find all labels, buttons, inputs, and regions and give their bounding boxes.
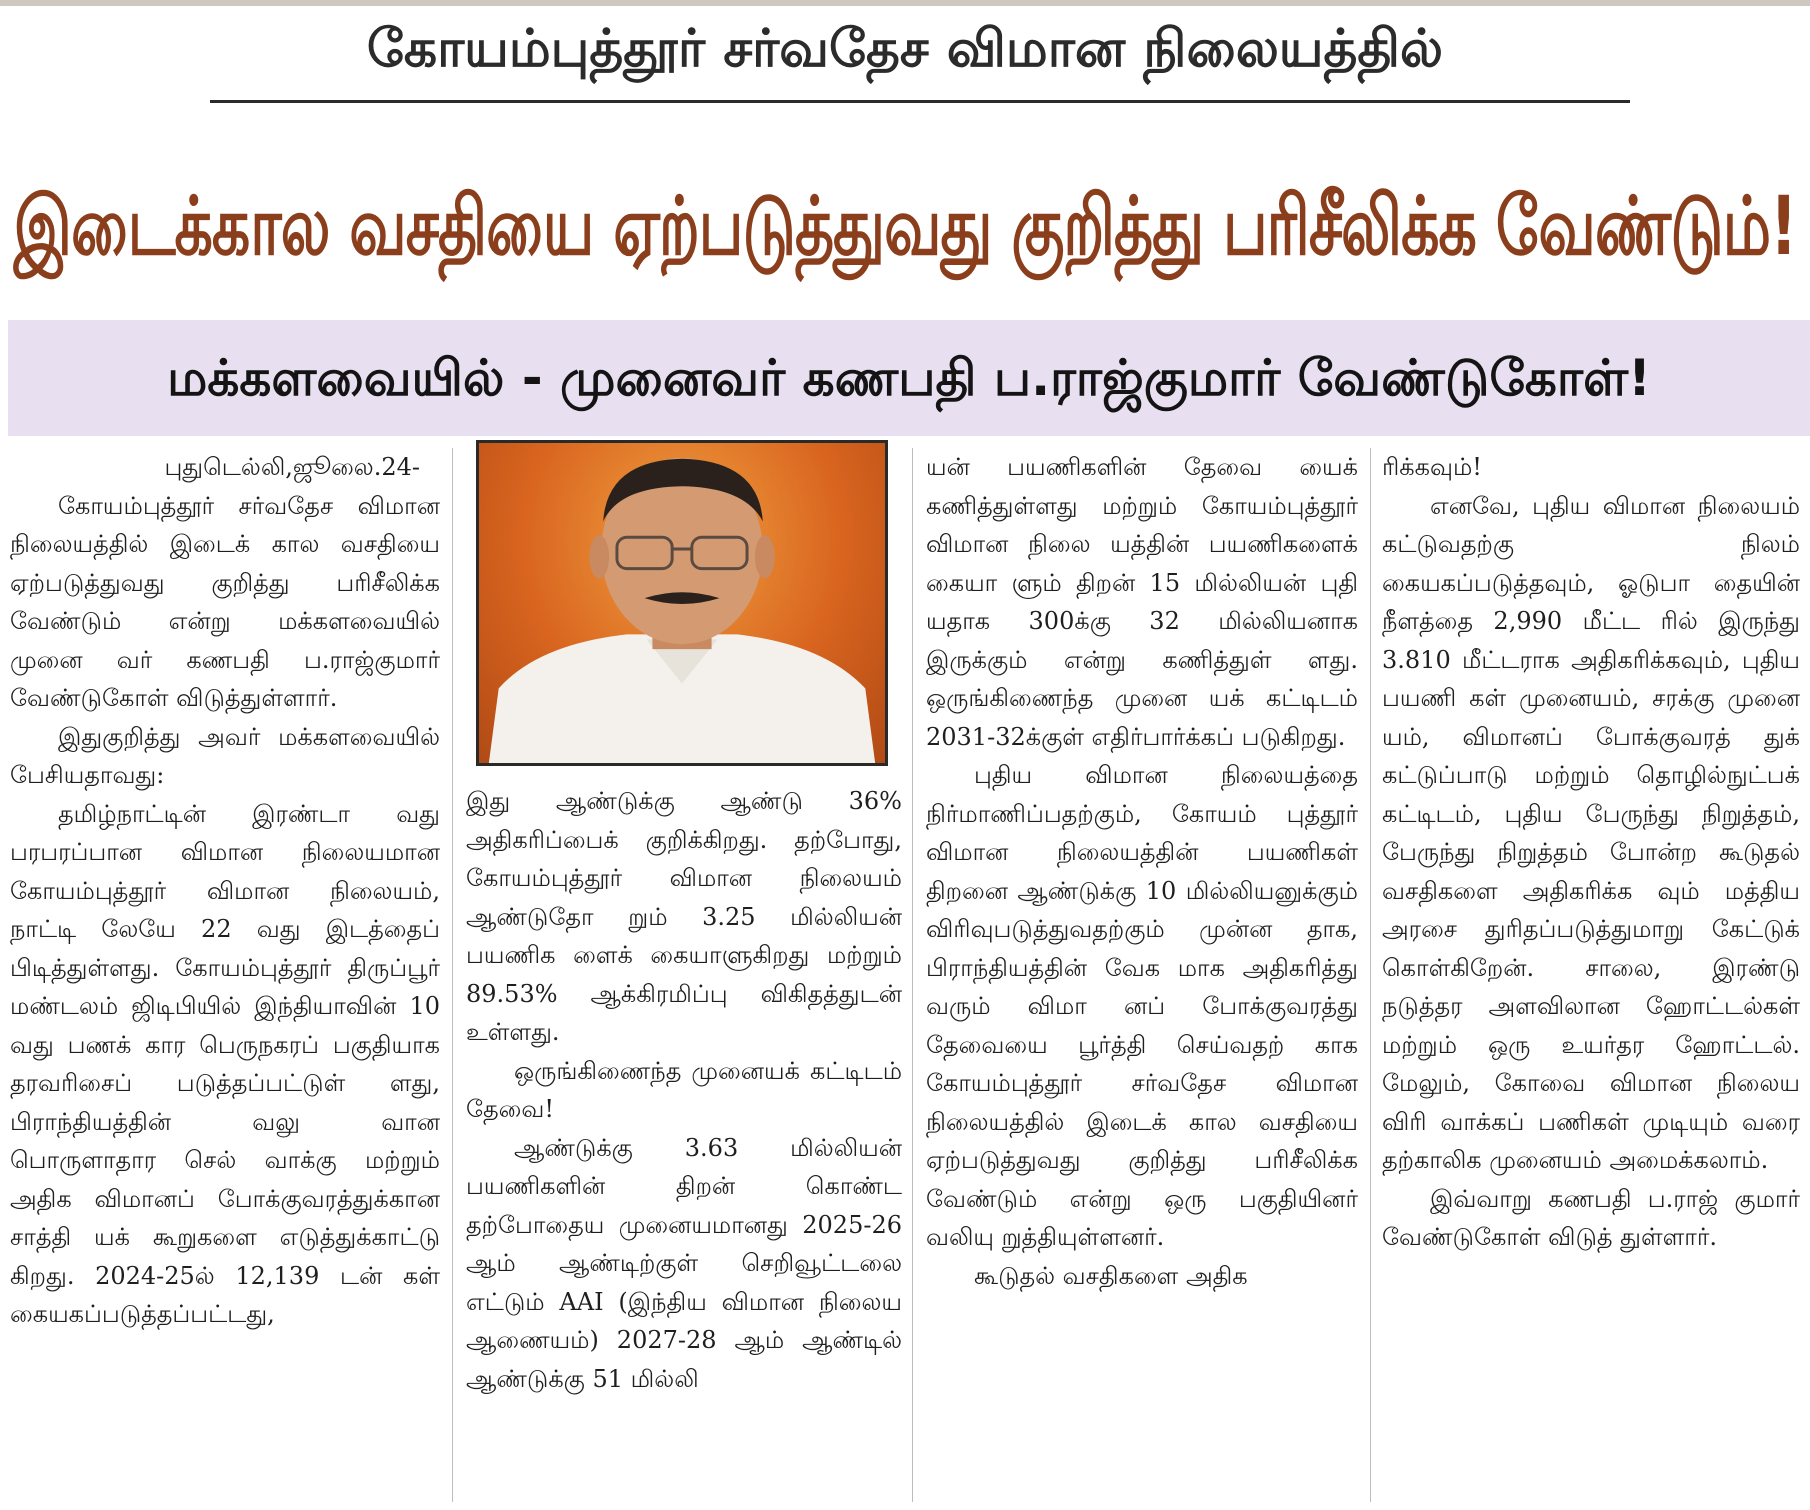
top-border <box>0 0 1810 6</box>
dateline: புதுடெல்லி,ஜூலை.24- <box>164 453 420 481</box>
paragraph: ஆண்டுக்கு 3.63 மில்லியன் பயணிகளின் திறன் கொண்ட தற்போதைய முனையமானது 2025-26 ஆம் ஆண்டிற்குள் செறிவூட்டலை எட்டும் AAI (இந்திய விமான நிலைய ஆணையம்) 2027-28 ஆம் ஆண்டில் ஆண்டுக்கு 51 மில்லி <box>466 1133 902 1393</box>
main-headline: இடைக்கால வசதியை ஏற்படுத்துவது குறித்து பரிசீலிக்க வேண்டும்! <box>13 179 1797 274</box>
portrait-photo <box>476 440 888 766</box>
paragraph: இவ்வாறு கணபதி ப.ராஜ் குமார் வேண்டுகோள் விடுத் துள்ளார். <box>1382 1184 1800 1251</box>
article-column-1 <box>10 448 440 1502</box>
subheadline: மக்களவையில் - முனைவர் கணபதி ப.ராஜ்குமார் வேண்டுகோள்! <box>167 349 1651 407</box>
paragraph: இதுகுறித்து அவர் மக்களவையில் பேசியதாவது: <box>10 722 440 789</box>
paragraph: தமிழ்நாட்டின் இரண்டா வது பரபரப்பான விமான நிலையமான கோயம்புத்தூர் விமான நிலையம், நாட்டி லேயே 22 வது இடத்தைப் பிடித்துள்ளது. கோயம்புத்தூர் திருப்பூர் மண்டலம் ஜிடிபியில் இந்தியாவின் 10 வது பணக் கார பெருநகரப் பகுதியாக தரவரிசைப் படுத்தப்பட்டுள் ளது, பிராந்தியத்தின் வலு வான பொருளாதார செல் வாக்கு மற்றும் அதிக விமானப் போக்குவரத்துக்கான சாத்தி யக் கூறுகளை எடுத்துக்காட்டு கிறது. 2024-25ல் 12,139 டன் கள் கையகப்படுத்தப்பட்டது, <box>10 799 440 1328</box>
paragraph: கோயம்புத்தூர் சர்வதேச விமான நிலையத்தில் இடைக் கால வசதியை ஏற்படுத்துவது குறித்து பரிசீலிக்க வேண்டும் என்று மக்களவையில் முனை வர் கணபதி ப.ராஜ்குமார் வேண்டுகோள் விடுத்துள்ளார். <box>10 491 440 712</box>
article-column-3 <box>926 448 1358 1502</box>
column-divider <box>1370 448 1371 1502</box>
paragraph: இது ஆண்டுக்கு ஆண்டு 36% அதிகரிப்பைக் குறிக்கிறது. தற்போது, கோயம்புத்தூர் விமான நிலையம் ஆண்டுதோ றும் 3.25 மில்லியன் பயணிக ளைக் கையாளுகிறது மற்றும் 89.53% ஆக்கிரமிப்பு விகிதத்துடன் உள்ளது. <box>466 787 902 1046</box>
person-portrait-icon <box>479 443 885 763</box>
column-divider <box>912 448 913 1502</box>
kicker-title: கோயம்புத்தூர் சர்வதேச விமான நிலையத்தில் <box>366 19 1444 79</box>
paragraph: கூடுதல் வசதிகளை அதிக <box>974 1261 1248 1290</box>
paragraph: யன் பயணிகளின் தேவை யைக் கணித்துள்ளது மற்றும் கோயம்புத்தூர் விமான நிலை யத்தின் பயணிகளைக் கையா ளும் திறன் 15 மில்லியன் புதி யதாக 300க்கு 32 மில்லியனாக இருக்கும் என்று கணித்துள் ளது. ஒருங்கிணைந்த முனை யக் கட்டிடம் 2031-32க்குள் எதிர்பார்க்கப் படுகிறது. <box>926 453 1358 751</box>
paragraph: எனவே, புதிய விமான நிலையம் கட்டுவதற்கு நிலம் கையகப்படுத்தவும், ஓடுபா தையின் நீளத்தை 2,990 மீட்ட ரில் இருந்து 3.810 மீட்டராக அதிகரிக்கவும், புதிய பயணி கள் முனையம், சரக்கு முனை யம், விமானப் போக்குவரத் துக் கட்டுப்பாடு மற்றும் தொழில்நுட்பக் கட்டிடம், புதிய பேருந்து நிறுத்தம், பேருந்து நிறுத்தம் போன்ற கூடுதல் வசதிகளை அதிகரிக்க வும் மத்திய அரசை துரிதப்படுத்துமாறு கேட்டுக் கொள்கிறேன். சாலை, இரண்டு நடுத்தர அளவிலான ஹோட்டல்கள் மற்றும் ஒரு உயர்தர ஹோட்டல். மேலும், கோவை விமான நிலைய விரி வாக்கப் பணிகள் முடியும் வரை தற்காலிக முனையம் அமைக்கலாம். <box>1382 491 1800 1174</box>
article-column-2 <box>466 782 902 1502</box>
kicker-underline <box>210 100 1630 103</box>
article-column-4 <box>1382 448 1800 1502</box>
subheading: ஒருங்கிணைந்த முனையக் கட்டிடம் தேவை! <box>466 1056 902 1123</box>
paragraph: புதிய விமான நிலையத்தை நிர்மாணிப்பதற்கும், கோயம் புத்தூர் விமான நிலையத்தின் பயணிகள் திறனை ஆண்டுக்கு 10 மில்லியனுக்கும் விரிவுபடுத்துவதற்கும் முன்ன தாக, பிராந்தியத்தின் வேக மாக அதிகரித்து வரும் விமா னப் போக்குவரத்து தேவையை பூர்த்தி செய்வதற் காக கோயம்புத்தூர் சர்வதேச விமான நிலையத்தில் இடைக் கால வசதியை ஏற்படுத்துவது குறித்து பரிசீலிக்க வேண்டும் என்று ஒரு பகுதியினர் வலியு றுத்தியுள்ளனர். <box>926 761 1358 1251</box>
paragraph: ரிக்கவும்! <box>1382 453 1482 481</box>
column-divider <box>452 448 453 1502</box>
